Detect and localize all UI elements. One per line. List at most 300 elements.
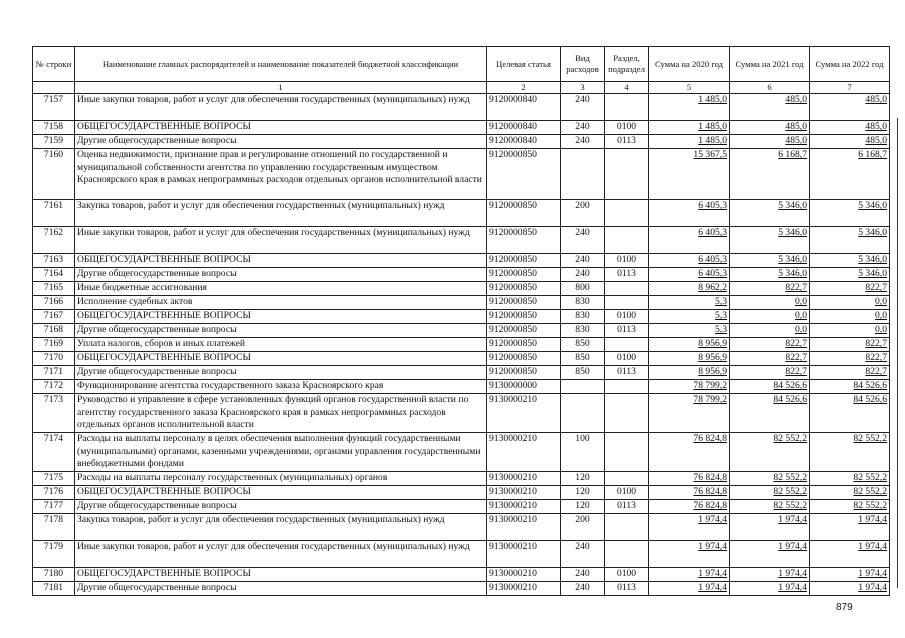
expense-type-cell: 830 <box>561 296 605 310</box>
sum-2020-cell <box>649 254 730 268</box>
amount-value: 6 405,3 <box>698 200 727 211</box>
row-number-cell: 7173 <box>33 394 75 433</box>
row-name-cell: Другие общегосударственные вопросы <box>75 366 487 380</box>
amount-value: 1 974,4 <box>698 541 727 552</box>
sum-2020-cell <box>649 338 730 352</box>
row-name-cell: Уплата налогов, сборов и иных платежей <box>75 338 487 352</box>
page-number: 879 <box>836 602 853 613</box>
target-article-cell: 9120000850 <box>487 254 561 268</box>
row-name-cell: Иные закупки товаров, работ и услуг для обеспечения государственных (муниципальных) нужд <box>75 227 487 254</box>
sum-2021-cell <box>730 121 810 135</box>
sum-2022-cell <box>810 200 890 227</box>
row-name-cell: ОБЩЕГОСУДАРСТВЕННЫЕ ВОПРОСЫ <box>75 568 487 582</box>
row-number-cell: 7174 <box>33 433 75 472</box>
row-number-cell: 7159 <box>33 135 75 149</box>
row-number-cell: 7177 <box>33 500 75 514</box>
amount-value: 76 824,8 <box>693 486 727 497</box>
amount-value: 1 974,4 <box>778 568 807 579</box>
section-cell <box>605 200 649 227</box>
row-number-cell: 7157 <box>33 94 75 121</box>
sum-2020-cell <box>649 500 730 514</box>
sum-2020-cell <box>649 582 730 596</box>
sum-2020-cell <box>649 380 730 394</box>
sum-2022-cell <box>810 254 890 268</box>
amount-value: 6 405,3 <box>698 227 727 238</box>
amount-value: 1 974,4 <box>778 541 807 552</box>
section-cell: 0100 <box>605 568 649 582</box>
target-article-cell: 9130000210 <box>487 541 561 568</box>
amount-value: 1 485,0 <box>698 94 727 105</box>
amount-value: 5 346,0 <box>858 227 887 238</box>
section-cell <box>605 338 649 352</box>
row-name-cell: ОБЩЕГОСУДАРСТВЕННЫЕ ВОПРОСЫ <box>75 310 487 324</box>
column-number: 7 <box>810 82 890 94</box>
sum-2020-cell <box>649 94 730 121</box>
amount-value: 82 552,2 <box>773 486 807 497</box>
target-article-cell: 9130000210 <box>487 486 561 500</box>
amount-value: 485,0 <box>785 121 807 132</box>
header-section: Раздел, подраздел <box>605 47 649 82</box>
table-header-row <box>33 47 890 82</box>
table-row <box>33 582 890 596</box>
sum-2021-cell <box>730 268 810 282</box>
amount-value: 82 552,2 <box>773 433 807 444</box>
section-cell: 0100 <box>605 254 649 268</box>
amount-value: 6 405,3 <box>698 254 727 265</box>
sum-2022-cell <box>810 268 890 282</box>
target-article-cell: 9130000210 <box>487 394 561 433</box>
sum-2022-cell <box>810 380 890 394</box>
amount-value: 485,0 <box>865 135 887 146</box>
section-cell <box>605 282 649 296</box>
sum-2021-cell <box>730 394 810 433</box>
table-row <box>33 486 890 500</box>
amount-value: 0,0 <box>795 296 807 307</box>
amount-value: 5 346,0 <box>778 254 807 265</box>
sum-2021-cell <box>730 296 810 310</box>
target-article-cell: 9120000850 <box>487 352 561 366</box>
section-cell <box>605 394 649 433</box>
table-row <box>33 472 890 486</box>
amount-value: 76 824,8 <box>693 500 727 511</box>
section-cell <box>605 227 649 254</box>
expense-type-cell: 850 <box>561 366 605 380</box>
sum-2021-cell <box>730 135 810 149</box>
section-cell <box>605 514 649 541</box>
section-cell: 0100 <box>605 486 649 500</box>
sum-2022-cell <box>810 472 890 486</box>
row-number-cell: 7158 <box>33 121 75 135</box>
amount-value: 1 974,4 <box>858 568 887 579</box>
sum-2022-cell <box>810 541 890 568</box>
sum-2020-cell <box>649 541 730 568</box>
expense-type-cell: 830 <box>561 324 605 338</box>
sum-2021-cell <box>730 514 810 541</box>
amount-value: 5 346,0 <box>858 254 887 265</box>
sum-2020-cell <box>649 366 730 380</box>
target-article-cell: 9130000210 <box>487 472 561 486</box>
sum-2022-cell <box>810 366 890 380</box>
row-name-cell: Оценка недвижимости, признание прав и регулирование отношений по государственной и муниципальной собственности агентства по управлению государственным имуществом Красноярского края в рамках непрограммных расходов отдельных органов исполнительной власти <box>75 149 487 200</box>
expense-type-cell: 240 <box>561 254 605 268</box>
row-number-cell: 7165 <box>33 282 75 296</box>
sum-2020-cell <box>649 433 730 472</box>
target-article-cell: 9130000210 <box>487 582 561 596</box>
row-number-cell: 7166 <box>33 296 75 310</box>
sum-2022-cell <box>810 338 890 352</box>
expense-type-cell: 120 <box>561 500 605 514</box>
target-article-cell: 9120000850 <box>487 149 561 200</box>
amount-value: 15 367,5 <box>693 149 727 160</box>
sum-2020-cell <box>649 135 730 149</box>
section-cell: 0113 <box>605 135 649 149</box>
sum-2021-cell <box>730 486 810 500</box>
row-number-cell: 7162 <box>33 227 75 254</box>
sum-2021-cell <box>730 149 810 200</box>
table-row <box>33 338 890 352</box>
target-article-cell: 9130000000 <box>487 380 561 394</box>
column-number-row <box>33 82 890 94</box>
amount-value: 0,0 <box>875 296 887 307</box>
amount-value: 0,0 <box>875 324 887 335</box>
row-number-cell: 7172 <box>33 380 75 394</box>
column-number <box>33 82 75 94</box>
amount-value: 6 405,3 <box>698 268 727 279</box>
target-article-cell: 9120000850 <box>487 200 561 227</box>
section-cell: 0100 <box>605 310 649 324</box>
expense-type-cell: 200 <box>561 514 605 541</box>
row-name-cell: Другие общегосударственные вопросы <box>75 500 487 514</box>
sum-2020-cell <box>649 227 730 254</box>
row-number-cell: 7171 <box>33 366 75 380</box>
header-sum-2022: Сумма на 2022 год <box>810 47 890 82</box>
row-number-cell: 7168 <box>33 324 75 338</box>
sum-2021-cell <box>730 352 810 366</box>
column-number: 4 <box>605 82 649 94</box>
section-cell: 0113 <box>605 500 649 514</box>
expense-type-cell: 100 <box>561 433 605 472</box>
amount-value: 1 974,4 <box>698 514 727 525</box>
sum-2021-cell <box>730 568 810 582</box>
sum-2020-cell <box>649 121 730 135</box>
sum-2021-cell <box>730 380 810 394</box>
table-row <box>33 227 890 254</box>
sum-2021-cell <box>730 227 810 254</box>
header-row-number: № строки <box>33 47 75 82</box>
section-cell <box>605 541 649 568</box>
target-article-cell: 9130000210 <box>487 500 561 514</box>
row-name-cell: Расходы на выплаты персоналу государственных (муниципальных) органов <box>75 472 487 486</box>
section-cell <box>605 380 649 394</box>
amount-value: 485,0 <box>785 135 807 146</box>
amount-value: 78 799,2 <box>693 380 727 391</box>
table-row <box>33 149 890 200</box>
amount-value: 0,0 <box>795 324 807 335</box>
sum-2021-cell <box>730 472 810 486</box>
sum-2020-cell <box>649 352 730 366</box>
table-row <box>33 324 890 338</box>
header-name: Наименование главных распорядителей и наименование показателей бюджетной классификации <box>75 47 487 82</box>
row-number-cell: 7175 <box>33 472 75 486</box>
row-name-cell: Другие общегосударственные вопросы <box>75 582 487 596</box>
row-number-cell: 7176 <box>33 486 75 500</box>
sum-2021-cell <box>730 310 810 324</box>
row-name-cell: Функционирование агентства государственного заказа Красноярского края <box>75 380 487 394</box>
target-article-cell: 9130000210 <box>487 514 561 541</box>
row-name-cell: Другие общегосударственные вопросы <box>75 268 487 282</box>
budget-sheet <box>32 46 890 596</box>
row-name-cell: Расходы на выплаты персоналу в целях обеспечения выполнения функций государственными (муниципальными) органами, казенными учреждениями, органами управления государственными внебюджетными фондами <box>75 433 487 472</box>
header-target-article: Целевая статья <box>487 47 561 82</box>
section-cell <box>605 94 649 121</box>
amount-value: 822,7 <box>865 366 887 377</box>
amount-value: 0,0 <box>795 310 807 321</box>
row-number-cell: 7170 <box>33 352 75 366</box>
sum-2021-cell <box>730 200 810 227</box>
sum-2021-cell <box>730 541 810 568</box>
sum-2021-cell <box>730 324 810 338</box>
amount-value: 6 168,7 <box>778 149 807 160</box>
table-row <box>33 541 890 568</box>
table-row <box>33 500 890 514</box>
expense-type-cell <box>561 394 605 433</box>
section-cell: 0113 <box>605 366 649 380</box>
amount-value: 82 552,2 <box>773 500 807 511</box>
section-cell <box>605 433 649 472</box>
sum-2021-cell <box>730 338 810 352</box>
sum-2020-cell <box>649 282 730 296</box>
target-article-cell: 9120000850 <box>487 338 561 352</box>
sum-2022-cell <box>810 486 890 500</box>
amount-value: 822,7 <box>865 282 887 293</box>
column-number: 6 <box>730 82 810 94</box>
sum-2021-cell <box>730 433 810 472</box>
sum-2020-cell <box>649 149 730 200</box>
section-cell <box>605 149 649 200</box>
amount-value: 8 956,9 <box>698 366 727 377</box>
sum-2020-cell <box>649 472 730 486</box>
section-cell: 0113 <box>605 324 649 338</box>
amount-value: 1 485,0 <box>698 135 727 146</box>
row-name-cell: Иные закупки товаров, работ и услуг для обеспечения государственных (муниципальных) нужд <box>75 94 487 121</box>
amount-value: 8 956,9 <box>698 352 727 363</box>
amount-value: 1 974,4 <box>858 541 887 552</box>
amount-value: 5 346,0 <box>778 200 807 211</box>
target-article-cell: 9120000840 <box>487 94 561 121</box>
target-article-cell: 9130000210 <box>487 433 561 472</box>
amount-value: 84 526,6 <box>773 394 807 405</box>
section-cell: 0100 <box>605 121 649 135</box>
expense-type-cell <box>561 149 605 200</box>
expense-type-cell: 240 <box>561 582 605 596</box>
sum-2022-cell <box>810 149 890 200</box>
target-article-cell: 9120000840 <box>487 135 561 149</box>
amount-value: 84 526,6 <box>773 380 807 391</box>
row-name-cell: Исполнение судебных актов <box>75 296 487 310</box>
amount-value: 5,3 <box>715 310 727 321</box>
expense-type-cell: 120 <box>561 486 605 500</box>
amount-value: 485,0 <box>865 121 887 132</box>
target-article-cell: 9120000850 <box>487 296 561 310</box>
amount-value: 1 974,4 <box>698 582 727 593</box>
amount-value: 822,7 <box>785 352 807 363</box>
table-row <box>33 352 890 366</box>
sum-2020-cell <box>649 296 730 310</box>
expense-type-cell: 240 <box>561 568 605 582</box>
table-row <box>33 394 890 433</box>
expense-type-cell: 240 <box>561 94 605 121</box>
target-article-cell: 9120000850 <box>487 268 561 282</box>
target-article-cell: 9120000850 <box>487 366 561 380</box>
sum-2020-cell <box>649 268 730 282</box>
sum-2020-cell <box>649 324 730 338</box>
sum-2022-cell <box>810 568 890 582</box>
table-row <box>33 121 890 135</box>
amount-value: 1 974,4 <box>698 568 727 579</box>
row-number-cell: 7181 <box>33 582 75 596</box>
column-number: 3 <box>561 82 605 94</box>
amount-value: 84 526,6 <box>853 380 887 391</box>
target-article-cell: 9120000850 <box>487 310 561 324</box>
amount-value: 84 526,6 <box>853 394 887 405</box>
expense-type-cell: 240 <box>561 268 605 282</box>
target-article-cell: 9120000850 <box>487 324 561 338</box>
sum-2021-cell <box>730 366 810 380</box>
amount-value: 0,0 <box>875 310 887 321</box>
table-row <box>33 200 890 227</box>
expense-type-cell: 120 <box>561 472 605 486</box>
section-cell <box>605 472 649 486</box>
amount-value: 5 346,0 <box>778 227 807 238</box>
sum-2022-cell <box>810 582 890 596</box>
row-name-cell: ОБЩЕГОСУДАРСТВЕННЫЕ ВОПРОСЫ <box>75 352 487 366</box>
amount-value: 5,3 <box>715 324 727 335</box>
row-name-cell: Другие общегосударственные вопросы <box>75 135 487 149</box>
table-row <box>33 380 890 394</box>
sum-2022-cell <box>810 324 890 338</box>
sum-2020-cell <box>649 310 730 324</box>
table-row <box>33 568 890 582</box>
target-article-cell: 9120000850 <box>487 227 561 254</box>
row-number-cell: 7169 <box>33 338 75 352</box>
amount-value: 76 824,8 <box>693 433 727 444</box>
sum-2021-cell <box>730 500 810 514</box>
section-cell: 0113 <box>605 268 649 282</box>
table-body <box>33 94 890 596</box>
row-number-cell: 7180 <box>33 568 75 582</box>
sum-2021-cell <box>730 94 810 121</box>
amount-value: 76 824,8 <box>693 472 727 483</box>
row-name-cell: ОБЩЕГОСУДАРСТВЕННЫЕ ВОПРОСЫ <box>75 121 487 135</box>
expense-type-cell <box>561 380 605 394</box>
table-row <box>33 310 890 324</box>
sum-2022-cell <box>810 94 890 121</box>
row-name-cell: ОБЩЕГОСУДАРСТВЕННЫЕ ВОПРОСЫ <box>75 486 487 500</box>
row-name-cell: Руководство и управление в сфере установленных функций органов государственной власти по агентству государственного заказа Красноярского края в рамках непрограммных расходов отдельных органов исполнительной власти <box>75 394 487 433</box>
table-row <box>33 296 890 310</box>
sum-2020-cell <box>649 568 730 582</box>
amount-value: 78 799,2 <box>693 394 727 405</box>
amount-value: 822,7 <box>785 282 807 293</box>
sum-2022-cell <box>810 352 890 366</box>
expense-type-cell: 240 <box>561 121 605 135</box>
amount-value: 82 552,2 <box>853 433 887 444</box>
row-name-cell: Закупка товаров, работ и услуг для обеспечения государственных (муниципальных) нужд <box>75 200 487 227</box>
amount-value: 8 956,9 <box>698 338 727 349</box>
amount-value: 485,0 <box>865 94 887 105</box>
row-number-cell: 7164 <box>33 268 75 282</box>
column-number: 1 <box>75 82 487 94</box>
sum-2022-cell <box>810 433 890 472</box>
row-number-cell: 7179 <box>33 541 75 568</box>
row-name-cell: Иные закупки товаров, работ и услуг для обеспечения государственных (муниципальных) нужд <box>75 541 487 568</box>
sum-2022-cell <box>810 135 890 149</box>
expense-type-cell: 240 <box>561 135 605 149</box>
amount-value: 8 962,2 <box>698 282 727 293</box>
sum-2022-cell <box>810 296 890 310</box>
target-article-cell: 9130000210 <box>487 568 561 582</box>
expense-type-cell: 850 <box>561 338 605 352</box>
amount-value: 1 974,4 <box>778 514 807 525</box>
table-row <box>33 366 890 380</box>
expense-type-cell: 240 <box>561 541 605 568</box>
sum-2022-cell <box>810 514 890 541</box>
amount-value: 5 346,0 <box>778 268 807 279</box>
table-row <box>33 282 890 296</box>
amount-value: 1 974,4 <box>858 514 887 525</box>
sum-2022-cell <box>810 394 890 433</box>
header-expense-type: Вид расходов <box>561 47 605 82</box>
row-number-cell: 7161 <box>33 200 75 227</box>
table-row <box>33 514 890 541</box>
section-cell: 0113 <box>605 582 649 596</box>
amount-value: 82 552,2 <box>853 500 887 511</box>
expense-type-cell: 200 <box>561 200 605 227</box>
table-row <box>33 433 890 472</box>
row-name-cell: Другие общегосударственные вопросы <box>75 324 487 338</box>
amount-value: 82 552,2 <box>773 472 807 483</box>
row-number-cell: 7160 <box>33 149 75 200</box>
amount-value: 485,0 <box>785 94 807 105</box>
amount-value: 5 346,0 <box>858 268 887 279</box>
amount-value: 82 552,2 <box>853 486 887 497</box>
row-number-cell: 7178 <box>33 514 75 541</box>
sum-2022-cell <box>810 282 890 296</box>
amount-value: 1 974,4 <box>858 582 887 593</box>
table-row <box>33 268 890 282</box>
row-number-cell: 7163 <box>33 254 75 268</box>
sum-2021-cell <box>730 582 810 596</box>
amount-value: 822,7 <box>865 352 887 363</box>
table-row <box>33 94 890 121</box>
expense-type-cell: 800 <box>561 282 605 296</box>
amount-value: 6 168,7 <box>858 149 887 160</box>
page-edge-line <box>897 118 898 588</box>
amount-value: 1 974,4 <box>778 582 807 593</box>
header-sum-2021: Сумма на 2021 год <box>730 47 810 82</box>
sum-2022-cell <box>810 500 890 514</box>
sum-2020-cell <box>649 486 730 500</box>
sum-2020-cell <box>649 394 730 433</box>
column-number: 5 <box>649 82 730 94</box>
amount-value: 822,7 <box>785 366 807 377</box>
sum-2020-cell <box>649 514 730 541</box>
table-row <box>33 135 890 149</box>
row-name-cell: ОБЩЕГОСУДАРСТВЕННЫЕ ВОПРОСЫ <box>75 254 487 268</box>
expense-type-cell: 850 <box>561 352 605 366</box>
section-cell: 0100 <box>605 352 649 366</box>
expense-type-cell: 240 <box>561 227 605 254</box>
